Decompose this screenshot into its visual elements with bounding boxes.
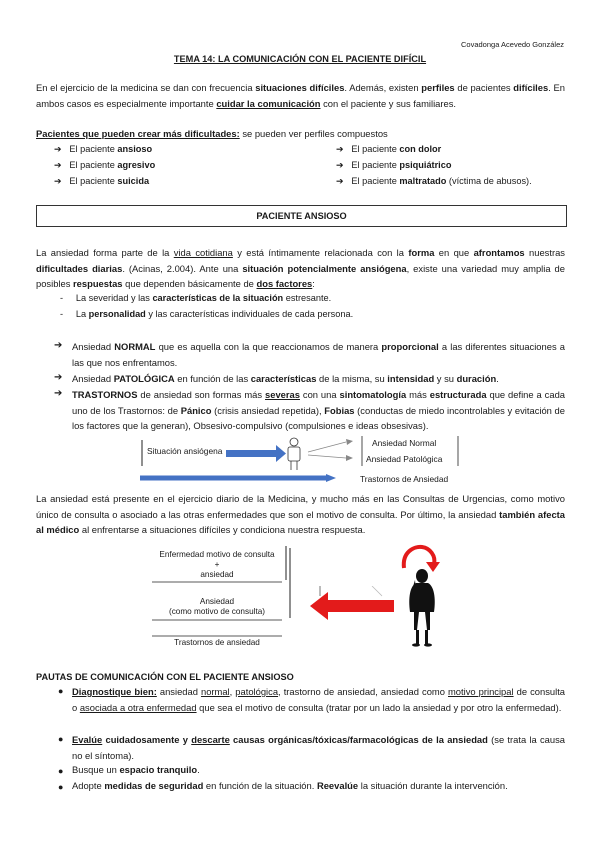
profiles-heading: Pacientes que pueden crear más dificultades: se pueden ver perfiles compuestos [36, 128, 388, 139]
person-body-icon [288, 447, 300, 461]
anxiety-disorders-item: TRASTORNOS de ansiedad son formas más severas con una sintomatología más estructurada que define a cada uno de los Trastornos: de Pánico (crisis ansiedad repetida), Fobias (conductas de miedo incontrolables y evitación de los factores que la generan), Obsesivo-compulsivo (compulsiones e ideas obsesivas). [72, 389, 565, 431]
profile-item: ➔ El paciente psiquiátrico [336, 160, 452, 170]
profile-item: ➔ El paciente agresivo [54, 160, 156, 170]
blue-arrow-body [226, 450, 276, 457]
intro-paragraph: En el ejercicio de la medicina se dan con frecuencia situaciones difíciles. Además, existen perfiles de pacientes difíciles. En ambos casos es especialmente importante cuidar la comunicación con el paciente y sus familiares. [36, 82, 565, 109]
blue-arrow-head [276, 445, 286, 462]
bullet-icon: ● [58, 686, 64, 696]
guideline-item: Adopte medidas de seguridad en función de la situación. Reevalúe la situación durante la intervención. [72, 780, 508, 791]
guideline-item: Busque un espacio tranquilo. [72, 764, 200, 775]
profile-item: ➔ El paciente maltratado (víctima de abusos). [336, 176, 532, 186]
diagram2-bottom-label: Trastornos de ansiedad [174, 638, 260, 647]
diagram2-lines [150, 546, 300, 646]
bullet-icon: ● [58, 734, 64, 744]
guidelines-title: PAUTAS DE COMUNICACIÓN CON EL PACIENTE ANSIOSO [36, 672, 294, 682]
guideline-item: Evalúe cuidadosamente y descarte causas orgánicas/tóxicas/farmacológicas de la ansiedad (se trata la causa no el síntoma). [72, 734, 565, 761]
red-left-arrow [310, 586, 400, 626]
section-title-box: PACIENTE ANSIOSO [36, 205, 567, 227]
arrow-icon: ➔ [54, 340, 63, 351]
anxiety-normal-item: Ansiedad NORMAL que es aquella con la que reaccionamos de manera proporcional a las diferentes situaciones a las que nos enfrentamos. [72, 341, 566, 368]
anxiety-paragraph: La ansiedad forma parte de la vida cotidiana y está íntimamente relacionada con la forma en que afrontamos nuestras dificultades diarias. (Acinas, 2.004). Ante una situación potencialmente ansiógena, existe una variedad muy amplia de posibles respuestas que dependen básicamente de dos factores: [36, 247, 565, 289]
diagram2-middle-label: Ansiedad (como motivo de consulta) [168, 597, 265, 616]
long-blue-arrow [140, 474, 340, 482]
arrow-icon: ➔ [54, 388, 63, 399]
woman-silhouette-icon [402, 568, 442, 648]
factor-item: - La severidad y las características de la situación estresante. [60, 293, 332, 303]
diagram2-top-label: Enfermedad motivo de consulta + ansiedad [159, 550, 275, 579]
anxiety-pathological-item: Ansiedad PATOLÓGICA en función de las características de la misma, su intensidad y su duración. [72, 373, 499, 384]
profile-item: ➔ El paciente con dolor [336, 144, 442, 154]
author-name: Covadonga Acevedo González [461, 40, 564, 49]
bullet-icon: ● [58, 782, 64, 792]
diagram1-pathological-label: Ansiedad Patológica [366, 454, 443, 464]
profile-item: ➔ El paciente ansioso [54, 144, 153, 154]
factor-item: - La personalidad y las características individuales de cada persona. [60, 309, 354, 319]
diagram1-situation-label: Situación ansiógena [147, 446, 223, 456]
presence-paragraph: La ansiedad está presente en el ejercicio diario de la Medicina, y mucho más en las Consultas de Urgencias, como motivo único de consulta o asociado a las otras enfermedades que son el motivo de consulta. Por último, la ansiedad también afecta al médico al enfrentarse a situaciones difíciles y condiciona nuestra respuesta. [36, 493, 565, 535]
page-title: TEMA 14: LA COMUNICACIÓN CON EL PACIENTE DIFÍCIL [173, 54, 427, 64]
profile-item: ➔ El paciente suicida [54, 176, 150, 186]
arrow-icon: ➔ [54, 372, 63, 383]
person-head-icon [290, 438, 298, 446]
bullet-icon: ● [58, 766, 64, 776]
diagram1-disorders-label: Trastornos de Ansiedad [360, 474, 449, 484]
diagram1-normal-label: Ansiedad Normal [372, 438, 437, 448]
guideline-item: Diagnostique bien: ansiedad normal, patológica, trastorno de ansiedad, ansiedad como motivo principal de consulta o asociada a otra enfermedad que sea el motivo de consulta (tratar por un lado la ansiedad y por otro la enfermedad). [72, 686, 566, 713]
